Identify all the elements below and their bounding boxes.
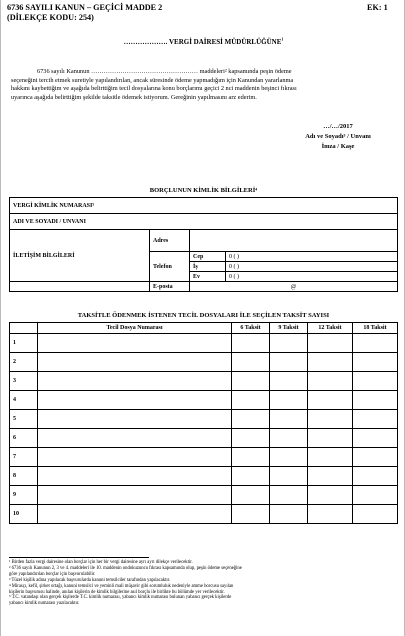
cell-12[interactable] bbox=[308, 410, 353, 429]
file-number-cell[interactable] bbox=[38, 467, 232, 486]
footnote-divider bbox=[9, 557, 149, 558]
phone-ev-label: Ev bbox=[190, 272, 226, 282]
cell-12[interactable] bbox=[308, 391, 353, 410]
row-number: 10 bbox=[10, 505, 38, 524]
row-number: 5 bbox=[10, 410, 38, 429]
file-number-cell[interactable] bbox=[38, 505, 232, 524]
body-line-1: 6736 sayılı Kanunun …………………………………………… maddeleri² kapsamında peşin ödeme bbox=[37, 68, 292, 75]
row-number: 6 bbox=[10, 429, 38, 448]
tax-id-row[interactable] bbox=[10, 198, 398, 214]
contact-label: İLETİŞİM BİLGİLERİ bbox=[10, 230, 150, 282]
cell-12[interactable] bbox=[308, 467, 353, 486]
file-number-cell[interactable] bbox=[38, 353, 232, 372]
cell-12[interactable] bbox=[308, 334, 353, 353]
phone-label: Telefon bbox=[150, 252, 190, 282]
file-number-cell[interactable] bbox=[38, 410, 232, 429]
cell-9[interactable] bbox=[270, 372, 308, 391]
address-label: Adres bbox=[150, 230, 190, 252]
address-field[interactable] bbox=[190, 230, 398, 252]
table-row bbox=[10, 429, 398, 448]
footnote-2b: göre yapılandırılan borçlar için başvurulabilir. bbox=[9, 571, 96, 577]
addressee-line bbox=[1, 38, 405, 46]
phone-cep-label: Cep bbox=[190, 252, 226, 262]
phone-is-label: İş bbox=[190, 262, 226, 272]
cell-6[interactable] bbox=[232, 429, 270, 448]
table-row bbox=[10, 372, 398, 391]
cell-6[interactable] bbox=[232, 353, 270, 372]
header-6-installments: 6 Taksit bbox=[232, 323, 270, 334]
cell-18[interactable] bbox=[353, 372, 398, 391]
cell-12[interactable] bbox=[308, 429, 353, 448]
email-at: @ bbox=[290, 283, 297, 290]
cell-9[interactable] bbox=[270, 334, 308, 353]
installment-table bbox=[9, 322, 398, 524]
addressee-dots: ………………. bbox=[123, 38, 168, 46]
cell-12[interactable] bbox=[308, 486, 353, 505]
cell-6[interactable] bbox=[232, 467, 270, 486]
row-number: 3 bbox=[10, 372, 38, 391]
header-blank bbox=[10, 323, 38, 334]
footnotes bbox=[9, 560, 399, 607]
cell-6[interactable] bbox=[232, 410, 270, 429]
phone-cep-field[interactable]: 0 ( ) bbox=[226, 252, 398, 262]
name-row[interactable] bbox=[10, 214, 398, 230]
body-line-4: uyarınca aşağıda belirttiğim şekilde taksitle ödemek istiyorum. Gereğinin yapılmasını arz ederim. bbox=[11, 93, 257, 101]
name-label: ADI VE SOYADI / UNVANI bbox=[13, 218, 86, 225]
cell-6[interactable] bbox=[232, 391, 270, 410]
cell-9[interactable] bbox=[270, 391, 308, 410]
row-number: 1 bbox=[10, 334, 38, 353]
footnote-1: ¹ Birden fazla vergi dairesine olan borçlar için her bir vergi dairesine ayrı ayrı dilekçe verilecektir. bbox=[9, 560, 193, 565]
footnote-2a: ² 6736 sayılı Kanunun 2, 3 ve 4. maddeleri ile 10. maddenin ondokuzuncu fıkrası kapsamında olup, peşin ödeme seçeneğine bbox=[9, 565, 242, 571]
cell-9[interactable] bbox=[270, 505, 308, 524]
table-row bbox=[10, 448, 398, 467]
cell-9[interactable] bbox=[270, 486, 308, 505]
cell-6[interactable] bbox=[232, 448, 270, 467]
annex-label: EK: 1 bbox=[367, 3, 388, 12]
footnote-5b: yabancı kimlik numarası yazılacaktır. bbox=[9, 601, 80, 607]
cell-9[interactable] bbox=[270, 410, 308, 429]
addressee-text: VERGİ DAİRESİ MÜDÜRLÜĞÜNE bbox=[168, 38, 282, 46]
cell-6[interactable] bbox=[232, 486, 270, 505]
body-line-2: seçeneğini tercih etmek suretiyle yapılandırılan, ancak süresinde ödeme yapmadığım için Kanundan yararlanma bbox=[11, 76, 294, 84]
cell-12[interactable] bbox=[308, 353, 353, 372]
table-row bbox=[10, 486, 398, 505]
footnote-5a: ⁵ T.C. vatandaşı olan gerçek kişilerde T.C. kimlik numarası, yabancı kimlik numarası bulunan yabancı gerçek kişilerde bbox=[9, 595, 232, 601]
cell-18[interactable] bbox=[353, 467, 398, 486]
table-row bbox=[10, 505, 398, 524]
cell-12[interactable] bbox=[308, 448, 353, 467]
cell-18[interactable] bbox=[353, 410, 398, 429]
row-number: 9 bbox=[10, 486, 38, 505]
header-18-installments: 18 Taksit bbox=[353, 323, 398, 334]
cell-9[interactable] bbox=[270, 429, 308, 448]
phone-ev-field[interactable]: 0 ( ) bbox=[226, 272, 398, 282]
cell-6[interactable] bbox=[232, 334, 270, 353]
phone-is-field[interactable]: 0 ( ) bbox=[226, 262, 398, 272]
signature-name-title: Adı ve Soyadı³ / Unvanı bbox=[305, 133, 371, 140]
file-number-cell[interactable] bbox=[38, 486, 232, 505]
cell-18[interactable] bbox=[353, 391, 398, 410]
cell-18[interactable] bbox=[353, 505, 398, 524]
table-row bbox=[10, 467, 398, 486]
row-number: 4 bbox=[10, 391, 38, 410]
footnote-4a: ⁴ Mirasçı, kefil, şirket ortağı, kanuni temsilci ve yeminli mali müşavir gibi sorumluluk nedeniyle amme borcusu sayılan bbox=[9, 583, 234, 589]
cell-18[interactable] bbox=[353, 448, 398, 467]
form-title bbox=[7, 3, 162, 23]
cell-18[interactable] bbox=[353, 353, 398, 372]
row-number: 2 bbox=[10, 353, 38, 372]
footnote-3: ³ Tüzel kişilik adına yapılacak başvurularda kanuni temsilciler tarafından yapılacaktır. bbox=[9, 577, 171, 583]
cell-18[interactable] bbox=[353, 429, 398, 448]
row-number: 7 bbox=[10, 448, 38, 467]
form-title-line1: 6736 SAYILI KANUN – GEÇİCİ MADDE 2 bbox=[7, 3, 163, 12]
footnote-4b: kişilerin başvurusu halinde, anılan kişilerin de kimlik bilgilerine asıl borçlu ile birlikte bu bölümde yer verilecektir. bbox=[9, 589, 225, 595]
file-number-cell[interactable] bbox=[38, 372, 232, 391]
cell-9[interactable] bbox=[270, 467, 308, 486]
cell-9[interactable] bbox=[270, 448, 308, 467]
addressee-footnote-ref: 1 bbox=[281, 36, 284, 42]
cell-6[interactable] bbox=[232, 505, 270, 524]
cell-9[interactable] bbox=[270, 353, 308, 372]
email-label: E-posta bbox=[150, 282, 190, 292]
body-line-3: hakkını kaybettiğim ve aşağıda belirttiğim tecil dosyalarına konu borçlarımı geçici 2 nci maddenin beşinci fıkrası bbox=[11, 85, 297, 93]
table-row bbox=[10, 334, 398, 353]
cell-6[interactable] bbox=[232, 372, 270, 391]
header-file-number: Tecil Dosya Numarası bbox=[38, 323, 232, 334]
header-9-installments: 9 Taksit bbox=[270, 323, 308, 334]
row-number: 8 bbox=[10, 467, 38, 486]
table-row bbox=[10, 353, 398, 372]
table-row bbox=[10, 391, 398, 410]
email-field[interactable] bbox=[190, 282, 398, 292]
file-number-cell[interactable] bbox=[38, 448, 232, 467]
installment-section-title: TAKSİTLE ÖDENMEK İSTENEN TECİL DOSYALARI İLE SEÇİLEN TAKSİT SAYISI bbox=[77, 312, 330, 319]
signature-date: …/…/2017 bbox=[323, 123, 353, 130]
file-number-cell[interactable] bbox=[38, 391, 232, 410]
file-number-cell[interactable] bbox=[38, 334, 232, 353]
debtor-section-title: BORÇLUNUN KİMLİK BİLGİLERİ⁴ bbox=[149, 187, 258, 194]
cell-12[interactable] bbox=[308, 372, 353, 391]
signature-sign: İmza / Kaşe bbox=[321, 143, 355, 150]
cell-12[interactable] bbox=[308, 505, 353, 524]
header-12-installments: 12 Taksit bbox=[308, 323, 353, 334]
table-row bbox=[10, 410, 398, 429]
signature-block bbox=[283, 122, 393, 152]
tax-id-label: VERGİ KİMLİK NUMARASI⁵ bbox=[13, 202, 95, 209]
cell-18[interactable] bbox=[353, 486, 398, 505]
body-paragraph bbox=[11, 68, 389, 102]
form-title-line2: (DİLEKÇE KODU: 254) bbox=[7, 13, 94, 22]
debtor-info-table bbox=[9, 197, 398, 292]
file-number-cell[interactable] bbox=[38, 429, 232, 448]
cell-18[interactable] bbox=[353, 334, 398, 353]
